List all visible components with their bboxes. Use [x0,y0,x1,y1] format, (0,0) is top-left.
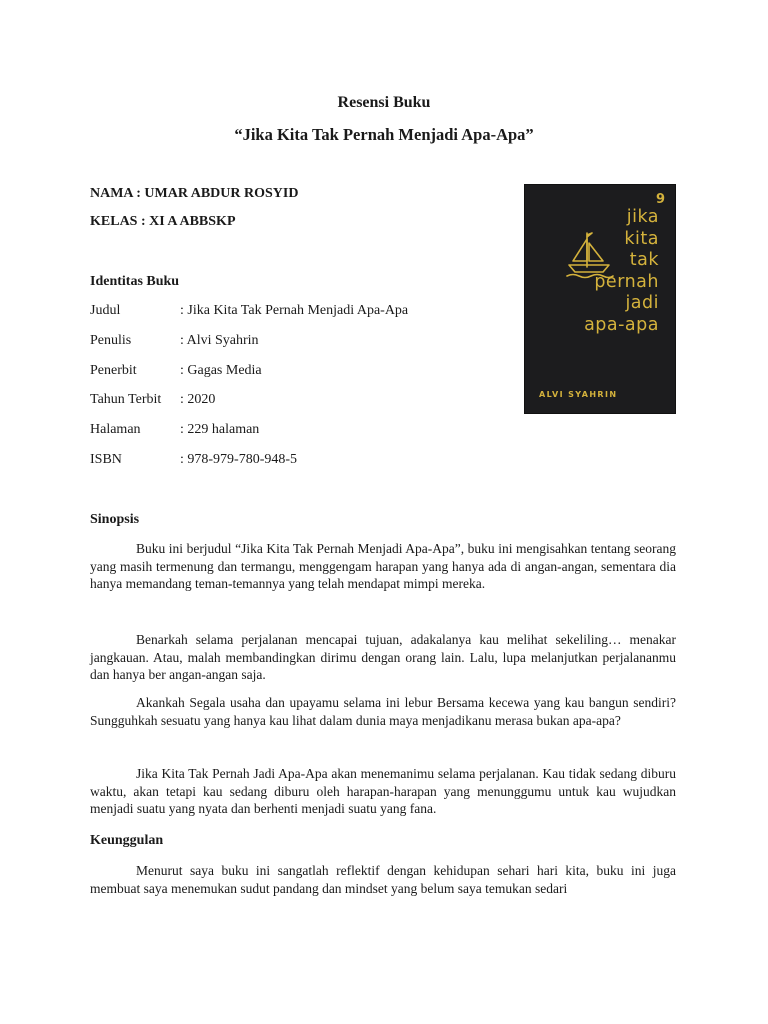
cover-author: ALVI SYAHRIN [539,390,618,399]
identity-label: Penulis [90,333,132,348]
identity-row-tahun-terbit [90,392,215,408]
identity-value: : Jika Kita Tak Pernah Menjadi Apa-Apa [180,303,409,318]
publisher-mark: 9 [655,192,665,207]
identity-label: ISBN [90,452,122,467]
keunggulan-paragraph: Menurut saya buku ini sangatlah reflektif dengan kehidupan sehari hari kita, buku ini juga membuat saya menemukan sudut pandang dan mindset yang belum saya temukan sedari [90,863,676,896]
identity-row-penerbit [90,363,262,379]
cover-title-line: kita [624,228,659,249]
identity-value: : 229 halaman [180,422,260,437]
identity-heading: Identitas Buku [90,274,180,289]
book-title-heading: “Jika Kita Tak Pernah Menjadi Apa-Apa” [234,125,534,144]
identity-value: : 2020 [180,392,216,407]
identity-label: Penerbit [90,363,137,378]
student-name: NAMA : UMAR ABDUR ROSYID [90,186,299,201]
identity-value: : Alvi Syahrin [180,333,259,348]
identity-value: : 978-979-780-948-5 [180,452,298,467]
sinopsis-heading: Sinopsis [90,512,140,527]
identity-label: Halaman [90,422,141,437]
keunggulan-heading: Keunggulan [90,833,164,848]
identity-row-penulis [90,333,259,349]
identity-row-halaman [90,422,259,438]
cover-title-line: tak [629,250,659,270]
cover-title-line: pernah [594,271,659,292]
identity-label: Tahun Terbit [90,392,162,407]
sinopsis-paragraph: Benarkah selama perjalanan mencapai tujuan, adakalanya kau melihat sekeliling… menakar jangkauan. Atau, malah membandingkan dirimu dengan orang lain. Lalu, lupa melanjutkan perjalananmu dan hanya ber angan-angan saja. [90,632,676,683]
cover-title-line: jika [626,207,659,227]
identity-row-isbn [90,452,297,468]
student-class: KELAS : XI A ABBSKP [90,214,236,229]
identity-row-judul [90,303,408,319]
sinopsis-paragraph: Akankah Segala usaha dan upayamu selama ini lebur Bersama kecewa yang kau bangun sendiri? Sungguhkah sesuatu yang hanya kau lihat dalam dunia maya menjadikanu merasa bukan apa-apa? [90,695,676,728]
document-title: Resensi Buku [337,94,431,111]
cover-title-line: apa-apa [584,314,659,335]
book-cover [525,185,675,413]
sinopsis-paragraph: Jika Kita Tak Pernah Jadi Apa-Apa akan menemanimu selama perjalanan. Kau tidak sedang diburu waktu, akan tetapi kau sedang diburu oleh harapan-harapan yang menunggumu untuk kau wujudkan menjadi suatu yang nyata dan berhenti menjadi suatu yang fana. [90,766,676,817]
identity-value: : Gagas Media [180,363,262,378]
sailboat-icon [565,227,615,279]
cover-title-line: jadi [625,293,659,313]
identity-label: Judul [90,303,121,318]
sinopsis-paragraph: Buku ini berjudul “Jika Kita Tak Pernah Menjadi Apa-Apa”, buku ini mengisahkan tentang seorang yang masih termenung dan termangu, menggengam harapan yang hanya ada di angan-angan, sementara dia hanya memandang teman-temannya yang telah mendapat mimpi mereka. [90,541,676,592]
